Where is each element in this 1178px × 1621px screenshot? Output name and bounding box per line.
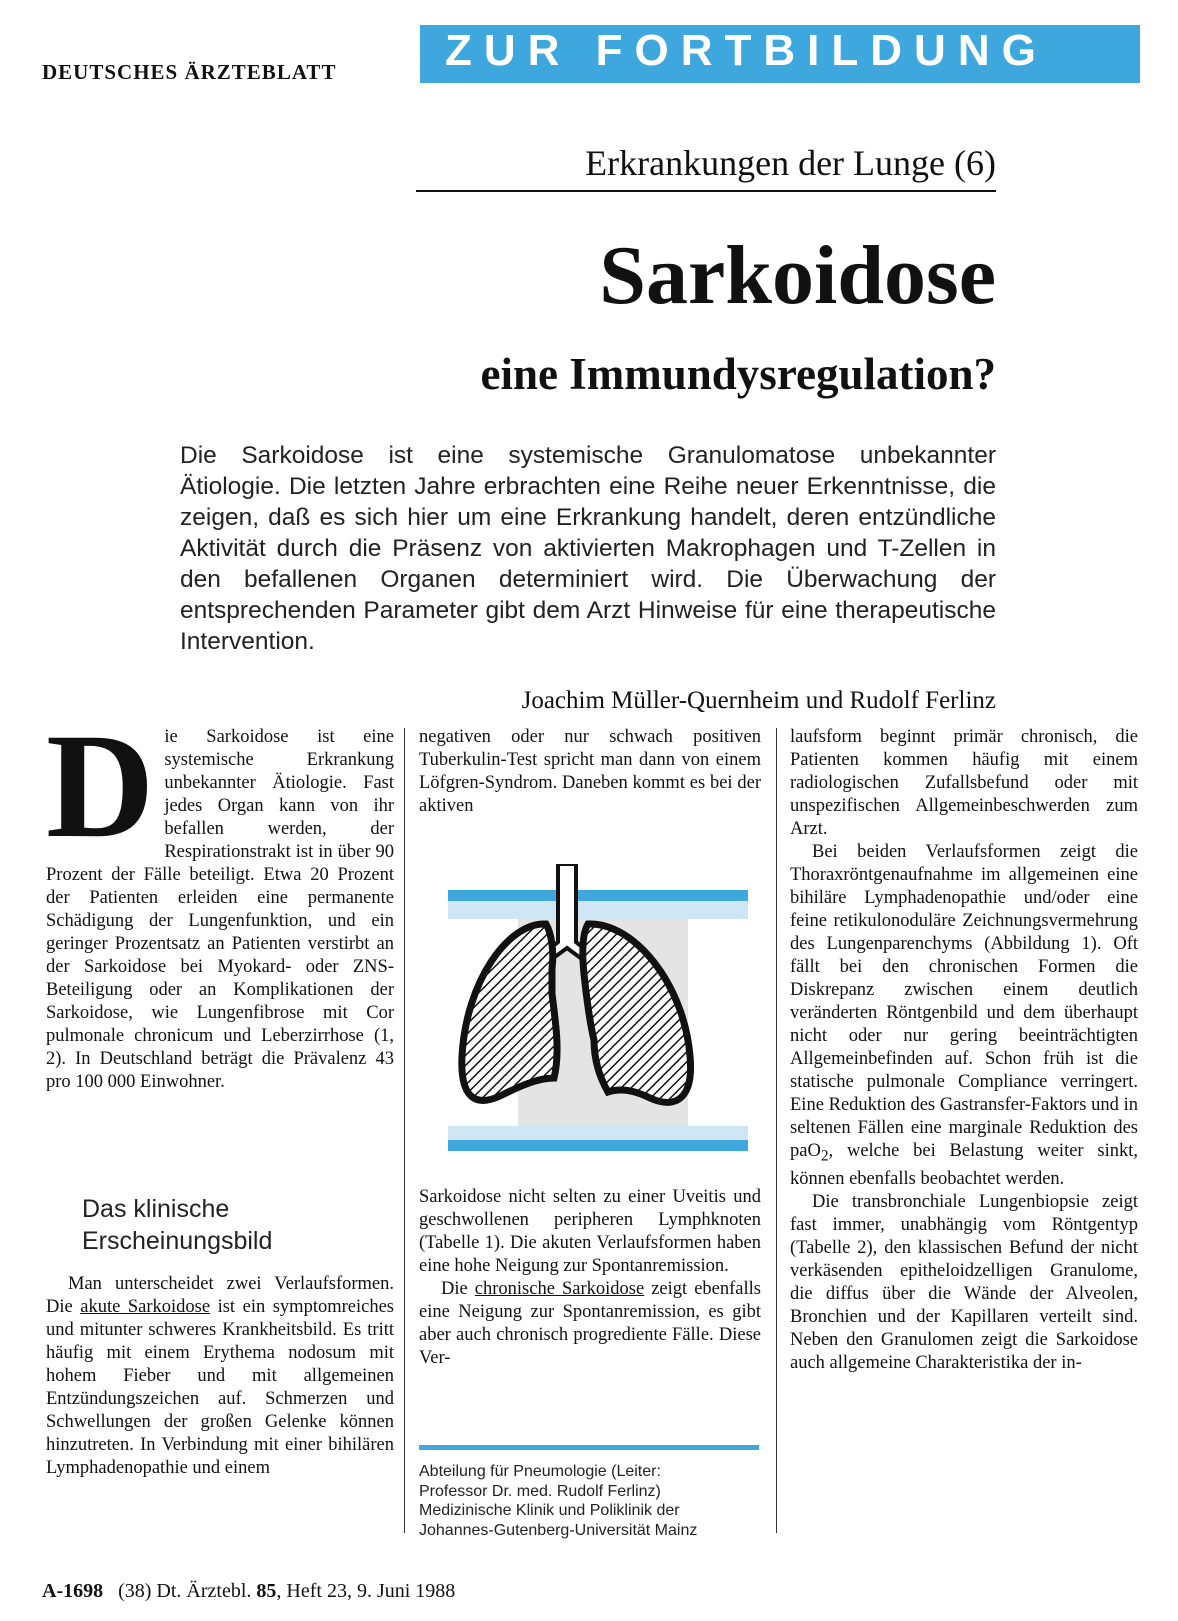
figure-band: [448, 890, 748, 901]
figure-band: [448, 1126, 748, 1140]
figure-band: [448, 1140, 748, 1151]
journal-name: DEUTSCHES ÄRZTEBLATT: [42, 60, 337, 84]
paragraph: Sarkoidose nicht selten zu einer Uveitis und geschwollenen peripheren Lymphknoten (Tabelle 1). Die akuten Verlaufsformen haben eine hohe Neigung zur Spontanremission.: [419, 1187, 761, 1276]
section-heading: Das klinische Erscheinungsbild: [82, 1195, 273, 1255]
paragraph: Die transbronchiale Lungenbiopsie zeigt fast immer, unabhängig vom Röntgentyp (Tabelle 2), den klassischen Befund der nicht verkäsenden epitheloidzelligen Granulome, die diffus über die Wände der Alveolen, Bronchien und der Kapillaren verteilt sind. Neben den Granulomen zeigt die Sarkoidose auch allgemeine Charakteristika der in-: [790, 1191, 1138, 1373]
text-run: ist ein symptomreiches und mitunter schweres Krankheitsbild. Es tritt häufig mit einem Erythema nodosum mit hohem Fieber und mit allgemeinen Entzündungszeichen auf. Schmerzen und Schwellungen der großen Gelenke können hinzutreten. In Verbindung mit einer bihilären Lymphadenopathie und einem: [46, 1297, 394, 1478]
subscript: 2: [820, 1147, 829, 1165]
lung-illustration: [448, 864, 748, 1156]
section-banner-label: ZUR FORTBILDUNG: [445, 26, 1048, 75]
text-run: zeigt ebenfalls eine Neigung zur Spontanremission, es gibt aber auch chronisch progrediente Fälle. Diese Ver-: [419, 1279, 761, 1368]
column-2-continued: [419, 1186, 761, 1370]
figure-band: [448, 901, 748, 919]
paragraph: [790, 841, 1138, 1191]
affiliation-line: Abteilung für Pneumologie (Leiter:: [419, 1463, 661, 1480]
term-chronic-sarcoidosis: chronische Sarkoidose: [474, 1279, 645, 1299]
text-run: Man unterscheidet zwei Verlaufsformen. Die: [46, 1274, 394, 1317]
article-abstract: Die Sarkoidose ist eine systemische Granulomatose unbekannter Ätiologie. Die letzten Jahre erbrachten eine Reihe neuer Erkenntnisse, die zeigen, daß es sich hier um eine Erkrankung handelt, deren entzündliche Aktivität durch die Präsenz von aktivierten Makrophagen und T-Zellen in den befallenen Organen determiniert wird. Die Überwachung der entsprechenden Parameter gibt dem Arzt Hinweise für eine therapeutische Intervention.: [180, 442, 996, 655]
paragraph: [419, 1278, 761, 1370]
paragraph: ie Sarkoidose ist eine systemische Erkrankung unbekannter Ätiologie. Fast jedes Organ kann von ihr befallen werden, der Respirationstrakt ist in über 90 Prozent der Fälle beteiligt. Etwa 20 Prozent der Patienten erleiden eine permanente Schädigung der Lungenfunktion, und ein geringer Prozentsatz an Patienten verstirbt an der Sarkoidose bei Myokard- oder ZNS-Beteiligung oder an Komplikationen der Sarkoidose, wie Lungenfibrose mit Cor pulmonale chronicum und Leberzirrhose (1, 2). In Deutschland beträgt die Prävalenz 43 pro 100 000 Einwohner.: [46, 727, 394, 1092]
term-acute-sarcoidosis: akute Sarkoidose: [80, 1297, 211, 1317]
column-3: [790, 726, 1138, 1375]
drop-cap: D: [46, 703, 155, 869]
column-1: [46, 703, 394, 1094]
article-subtitle: eine Immundysregulation?: [480, 349, 996, 399]
page-footer: [42, 1580, 582, 1603]
column-divider: [404, 728, 405, 1533]
affiliation-line: Medizinische Klinik und Poliklinik der: [419, 1502, 680, 1519]
paragraph: laufsform beginnt primär chronisch, die Patienten kommen häufig mit einem radiologischen Zufallsbefund oder mit unspezifischen Allgemeinbeschwerden zum Arzt.: [790, 727, 1138, 839]
affiliation-line: Professor Dr. med. Rudolf Ferlinz): [419, 1482, 661, 1500]
article-title: Sarkoidose: [599, 229, 996, 322]
article-authors: Joachim Müller-Quernheim und Rudolf Ferlinz: [521, 687, 996, 714]
series-title: Erkrankungen der Lunge (6): [585, 143, 996, 183]
text-run: Bei beiden Verlaufsformen zeigt die Thoraxröntgenaufnahme im allgemeinen eine bihiläre Lymphadenopathie und/oder eine feine retikulonoduläre Zeichnungsvermehrung des Lungenparenchyms (Abbildung 1). Oft fällt bei den chronischen Formen die Diskrepanz zwischen einem deutlich veränderten Röntgenbild und dem überhaupt nicht oder nur gering beeinträchtigten Allgemeinbefinden auf. Schon früh ist die statische pulmonale Compliance verringert. Eine Reduktion des Gastransfer-Faktors und in seltenen Fällen eine marginale Reduktion des paO: [790, 842, 1138, 1161]
affiliation-rule: [419, 1445, 759, 1450]
column-2: [419, 726, 761, 818]
paragraph: [46, 1273, 394, 1480]
citation: (38) Dt. Ärztebl.: [118, 1580, 257, 1602]
affiliation-line: Johannes-Gutenberg-Universität Mainz: [419, 1521, 698, 1539]
issue-info: , Heft 23, 9. Juni 1988: [276, 1580, 456, 1602]
author-affiliation: [419, 1462, 764, 1540]
column-1-continued: [46, 1273, 394, 1480]
column-divider: [776, 728, 777, 1533]
text-run: , welche bei Belastung weiter sinkt, können ebenfalls beobachtet werden.: [790, 1141, 1138, 1189]
paragraph: negativen oder nur schwach positiven Tuberkulin-Test spricht man dann von einem Löfgren-Syndrom. Daneben kommt es bei der aktiven: [419, 727, 761, 816]
volume-number: 85: [256, 1580, 277, 1602]
left-lung: [462, 924, 557, 1100]
series-underline: [416, 190, 996, 192]
text-run: Die: [441, 1279, 475, 1299]
page-number: A-1698: [42, 1580, 104, 1602]
